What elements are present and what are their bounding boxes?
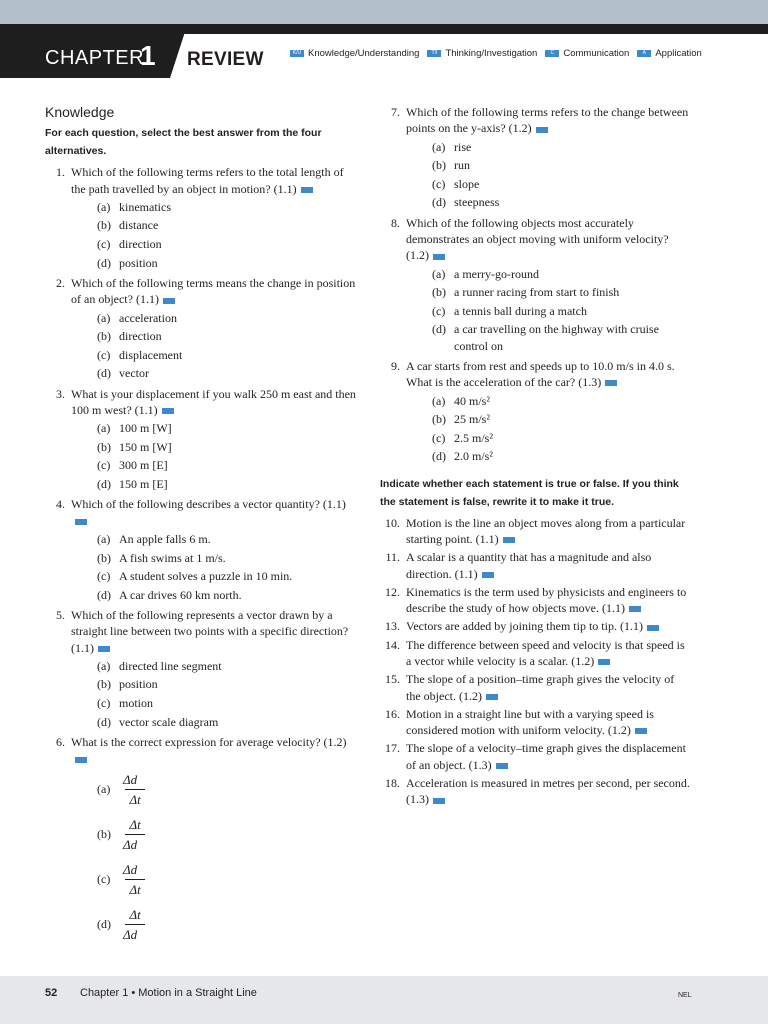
answer-option xyxy=(97,587,357,603)
statement xyxy=(380,706,690,739)
answer-options xyxy=(97,658,357,730)
option-letter: (a) xyxy=(432,266,446,281)
fraction-expression xyxy=(123,861,147,898)
question-number: 8. xyxy=(391,215,400,230)
fraction-denominator: Δd⃗ xyxy=(123,836,148,852)
answer-option xyxy=(97,255,357,271)
option-text: 2.0 m/s² xyxy=(454,449,493,464)
question-text-body: Which of the following objects most accurately demonstrates an object moving with uniform velocity? (1.2) xyxy=(406,215,669,263)
category-tag-icon xyxy=(163,298,175,304)
answer-option xyxy=(432,411,690,427)
fraction-denominator: Δd⃗ xyxy=(123,926,148,942)
fraction-bar xyxy=(125,924,145,925)
review-label: REVIEW xyxy=(187,49,264,70)
option-letter: (c) xyxy=(432,303,446,318)
footer-title: Chapter 1 • Motion in a Straight Line xyxy=(80,987,257,999)
chapter-label: CHAPTER xyxy=(45,47,145,69)
answer-options xyxy=(97,199,357,271)
answer-options xyxy=(432,393,690,465)
option-letter: (b) xyxy=(432,158,446,173)
question-number: 4. xyxy=(56,497,65,512)
question xyxy=(45,386,357,493)
question-text-body: Which of the following terms refers to the change between points on the y-axis? (1.2) xyxy=(406,105,689,136)
answer-option xyxy=(97,365,357,381)
option-letter: (d) xyxy=(432,322,446,337)
option-text: 100 m [W] xyxy=(119,421,172,436)
statement-text-body: The difference between speed and velocity is that speed is a vector while velocity is a scalar. (1.2) xyxy=(406,637,685,668)
option-letter: (a) xyxy=(432,393,446,408)
legend-label: Communication xyxy=(563,48,630,59)
statement xyxy=(380,740,690,773)
answer-option xyxy=(432,266,690,282)
top-band xyxy=(0,0,768,24)
option-text: An apple falls 6 m. xyxy=(119,531,211,546)
fraction-numerator: Δd⃗ xyxy=(123,861,148,877)
statement-text-body: Acceleration is measured in metres per second, per second. (1.3) xyxy=(406,776,690,807)
answer-option xyxy=(432,303,690,319)
category-tag-icon xyxy=(75,757,87,763)
statement-text-body: The slope of a position–time graph gives the velocity of the object. (1.2) xyxy=(406,672,675,703)
statement-number: 12. xyxy=(385,584,400,599)
legend-item xyxy=(427,48,537,59)
category-tag-icon xyxy=(486,694,498,700)
option-text: distance xyxy=(119,218,159,233)
option-letter: (d) xyxy=(432,449,446,464)
category-tag-icon xyxy=(75,519,87,525)
fraction-bar xyxy=(125,834,145,835)
option-text: vector xyxy=(119,366,149,381)
category-tag-icon xyxy=(433,798,445,804)
question-text-body: What is the correct expression for average velocity? (1.2) xyxy=(71,734,347,749)
fraction-bar xyxy=(125,789,145,790)
option-letter: (c) xyxy=(97,237,111,252)
option-letter: (c) xyxy=(97,569,111,584)
option-letter: (b) xyxy=(97,329,111,344)
legend-item xyxy=(290,48,419,59)
option-text: a car travelling on the highway with cruise control on xyxy=(454,322,659,353)
answer-option xyxy=(97,861,357,898)
answer-option xyxy=(432,284,690,300)
category-tag-icon: K/U xyxy=(290,50,304,57)
option-letter: (b) xyxy=(97,677,111,692)
category-tag-icon xyxy=(629,606,641,612)
answer-option xyxy=(97,217,357,233)
legend-label: Application xyxy=(655,48,702,59)
answer-option xyxy=(97,550,357,566)
chapter-number: 1 xyxy=(140,40,156,71)
statement xyxy=(380,671,690,704)
option-letter: (c) xyxy=(97,871,111,886)
answer-option xyxy=(432,139,690,155)
statement-number: 17. xyxy=(385,741,400,756)
statement-text xyxy=(406,515,690,548)
statement-text-body: Motion is the line an object moves along from a particular starting point. (1.1) xyxy=(406,515,686,546)
question-text-body: Which of the following terms means the change in position of an object? (1.1) xyxy=(71,275,356,307)
option-text: displacement xyxy=(119,347,183,362)
question-number: 5. xyxy=(56,607,65,622)
statement-text xyxy=(406,549,690,582)
statement-text-body: Motion in a straight line but with a varying speed is considered motion with uniform velocity. (1.2) xyxy=(406,706,654,738)
statement xyxy=(380,618,690,634)
question xyxy=(45,275,357,382)
question-text xyxy=(71,164,357,197)
option-text: run xyxy=(454,158,470,173)
question-text xyxy=(71,496,357,529)
answer-options xyxy=(432,139,690,211)
option-letter: (b) xyxy=(97,218,111,233)
fraction-denominator: Δt xyxy=(129,791,141,807)
statement-text xyxy=(406,671,690,704)
answer-option xyxy=(97,714,357,730)
statement-number: 10. xyxy=(385,515,400,530)
statement-text-body: The slope of a velocity–time graph gives the displacement of an object. (1.3) xyxy=(406,741,686,772)
answer-option xyxy=(97,658,357,674)
question-text xyxy=(406,104,690,137)
option-letter: (d) xyxy=(97,366,111,381)
statement-text xyxy=(406,637,690,670)
option-letter: (b) xyxy=(97,439,111,454)
answer-option xyxy=(97,347,357,363)
category-tag-icon xyxy=(635,728,647,734)
answer-option xyxy=(432,157,690,173)
answer-option xyxy=(432,430,690,446)
category-tag-icon xyxy=(496,763,508,769)
option-letter: (a) xyxy=(97,781,111,796)
question-text-body: Which of the following describes a vector quantity? (1.1) xyxy=(71,497,346,512)
option-letter: (c) xyxy=(432,430,446,445)
statement-text xyxy=(406,618,690,634)
true-false-instructions: Indicate whether each statement is true or false. If you think the statement is false, rewrite it to make it true. xyxy=(380,477,679,508)
option-text: a runner racing from start to finish xyxy=(454,285,620,300)
option-text: 25 m/s² xyxy=(454,412,490,427)
category-legend xyxy=(290,48,710,59)
option-text: steepness xyxy=(454,195,500,210)
answer-option xyxy=(97,568,357,584)
option-letter: (c) xyxy=(97,458,111,473)
option-text: slope xyxy=(454,176,480,191)
option-letter: (a) xyxy=(97,658,111,673)
answer-option xyxy=(97,476,357,492)
option-text: directed line segment xyxy=(119,658,222,673)
statement xyxy=(380,584,690,617)
category-tag-icon xyxy=(433,254,445,260)
option-text: 300 m [E] xyxy=(119,458,168,473)
answer-option xyxy=(97,236,357,252)
question xyxy=(45,734,357,943)
fraction-numerator: Δt xyxy=(129,816,141,832)
option-letter: (c) xyxy=(97,696,111,711)
answer-options xyxy=(97,531,357,603)
answer-option xyxy=(97,906,357,943)
question-number: 3. xyxy=(56,386,65,401)
option-letter: (a) xyxy=(97,421,111,436)
answer-option xyxy=(97,328,357,344)
question-text xyxy=(406,215,690,264)
option-letter: (b) xyxy=(432,285,446,300)
statement-text xyxy=(406,740,690,773)
publisher-label: NEL xyxy=(678,992,692,999)
statement-text-body: A scalar is a quantity that has a magnitude and also direction. (1.1) xyxy=(406,550,652,581)
question-number: 1. xyxy=(56,165,65,180)
question xyxy=(380,358,690,465)
category-tag-icon: C xyxy=(545,50,559,57)
option-text: direction xyxy=(119,329,162,344)
statement-text xyxy=(406,775,690,808)
answer-option xyxy=(432,321,690,354)
question xyxy=(45,496,357,603)
question-text xyxy=(71,607,357,656)
option-text: a merry-go-round xyxy=(454,266,539,281)
statement-text xyxy=(406,706,690,739)
legend-label: Knowledge/Understanding xyxy=(308,48,420,59)
category-tag-icon: T/I xyxy=(427,50,441,57)
question xyxy=(380,104,690,211)
statement-number: 11. xyxy=(385,550,400,565)
statement xyxy=(380,637,690,670)
category-tag-icon xyxy=(482,572,494,578)
category-tag-icon: A xyxy=(637,50,651,57)
answer-option xyxy=(97,420,357,436)
question-text-body: Which of the following represents a vector drawn by a straight line between two points with a specific direction? (1.1) xyxy=(71,607,349,655)
answer-option xyxy=(97,816,357,853)
option-text: a tennis ball during a match xyxy=(454,303,587,318)
answer-options xyxy=(97,771,357,943)
page-footer xyxy=(0,976,768,1024)
option-letter: (c) xyxy=(97,347,111,362)
option-letter: (b) xyxy=(97,826,111,841)
statement-text-body: Kinematics is the term used by physicists and engineers to describe the study of how objects move. (1.1) xyxy=(406,584,687,616)
option-text: direction xyxy=(119,237,162,252)
statement-number: 15. xyxy=(385,672,400,687)
question-text xyxy=(406,358,690,391)
answer-option xyxy=(97,199,357,215)
option-text: 40 m/s² xyxy=(454,393,490,408)
fraction-expression xyxy=(123,816,147,853)
legend-label: Thinking/Investigation xyxy=(445,48,538,59)
section-heading: Knowledge xyxy=(45,104,115,120)
option-text: motion xyxy=(119,696,154,711)
question-number: 7. xyxy=(391,105,400,119)
answer-option xyxy=(432,393,690,409)
option-letter: (d) xyxy=(97,714,111,729)
fraction-expression xyxy=(123,906,147,943)
option-text: position xyxy=(119,255,158,270)
fraction-numerator: Δd⃗ xyxy=(123,771,148,787)
answer-option xyxy=(97,457,357,473)
option-text: position xyxy=(119,677,158,692)
answer-option xyxy=(97,439,357,455)
fraction-bar xyxy=(125,879,145,880)
question-number: 6. xyxy=(56,734,65,749)
statement xyxy=(380,775,690,808)
option-text: kinematics xyxy=(119,199,171,214)
answer-option xyxy=(432,176,690,192)
fraction-denominator: Δt xyxy=(129,881,141,897)
question xyxy=(380,215,690,354)
question xyxy=(45,164,357,271)
option-text: vector scale diagram xyxy=(119,714,219,729)
option-text: A fish swims at 1 m/s. xyxy=(119,550,226,565)
statement xyxy=(380,549,690,582)
statement-text xyxy=(406,584,690,617)
option-letter: (d) xyxy=(97,587,111,602)
legend-item xyxy=(545,48,629,59)
option-text: 150 m [W] xyxy=(119,439,172,454)
category-tag-icon xyxy=(605,380,617,386)
option-letter: (b) xyxy=(97,550,111,565)
option-letter: (b) xyxy=(432,412,446,427)
category-tag-icon xyxy=(98,646,110,652)
option-text: A car drives 60 km north. xyxy=(119,587,242,602)
statement-number: 14. xyxy=(385,637,400,652)
category-tag-icon xyxy=(647,625,659,631)
option-letter: (c) xyxy=(432,176,446,191)
answer-option xyxy=(432,194,690,210)
option-letter: (a) xyxy=(97,199,111,214)
question-number: 9. xyxy=(391,358,400,373)
fraction-numerator: Δt xyxy=(129,906,141,922)
option-letter: (d) xyxy=(97,477,111,492)
answer-option xyxy=(97,695,357,711)
answer-options xyxy=(97,310,357,382)
left-column xyxy=(45,104,357,951)
statement-number: 13. xyxy=(385,619,400,634)
answer-option xyxy=(432,448,690,464)
answer-options xyxy=(97,420,357,492)
answer-option xyxy=(97,771,357,808)
option-text: 150 m [E] xyxy=(119,477,168,492)
option-text: 2.5 m/s² xyxy=(454,430,493,445)
question-text xyxy=(71,386,357,419)
option-letter: (d) xyxy=(97,255,111,270)
statement-number: 16. xyxy=(385,706,400,721)
question-text xyxy=(71,734,357,767)
question-text-body: A car starts from rest and speeds up to 10.0 m/s in 4.0 s. What is the acceleration of the car? (1.3) xyxy=(406,358,675,390)
category-tag-icon xyxy=(503,537,515,543)
question-text xyxy=(71,275,357,308)
question-text-body: Which of the following terms refers to the total length of the path travelled by an object in motion? (1.1) xyxy=(71,165,344,196)
category-tag-icon xyxy=(598,659,610,665)
answer-options xyxy=(432,266,690,354)
statement xyxy=(380,515,690,548)
category-tag-icon xyxy=(162,408,174,414)
option-letter: (d) xyxy=(97,916,111,931)
option-text: A student solves a puzzle in 10 min. xyxy=(119,569,293,584)
question-text-body: What is your displacement if you walk 250 m east and then 100 m west? (1.1) xyxy=(71,386,356,417)
option-letter: (a) xyxy=(97,531,111,546)
statement-text-body: Vectors are added by joining them tip to tip. (1.1) xyxy=(406,619,643,634)
section-instructions: For each question, select the best answer from the four alternatives. xyxy=(45,127,322,158)
right-column xyxy=(380,104,690,810)
answer-option xyxy=(97,676,357,692)
option-letter: (a) xyxy=(97,310,111,325)
category-tag-icon xyxy=(536,127,548,133)
option-text: rise xyxy=(454,139,472,154)
answer-option xyxy=(97,531,357,547)
question-number: 2. xyxy=(56,275,65,290)
legend-item xyxy=(637,48,701,59)
option-letter: (a) xyxy=(432,139,446,154)
category-tag-icon xyxy=(301,187,313,193)
statement-number: 18. xyxy=(385,776,400,791)
question xyxy=(45,607,357,730)
fraction-expression xyxy=(123,771,147,808)
option-text: acceleration xyxy=(119,310,177,325)
option-letter: (d) xyxy=(432,195,446,210)
answer-option xyxy=(97,310,357,326)
page-number: 52 xyxy=(45,987,58,999)
